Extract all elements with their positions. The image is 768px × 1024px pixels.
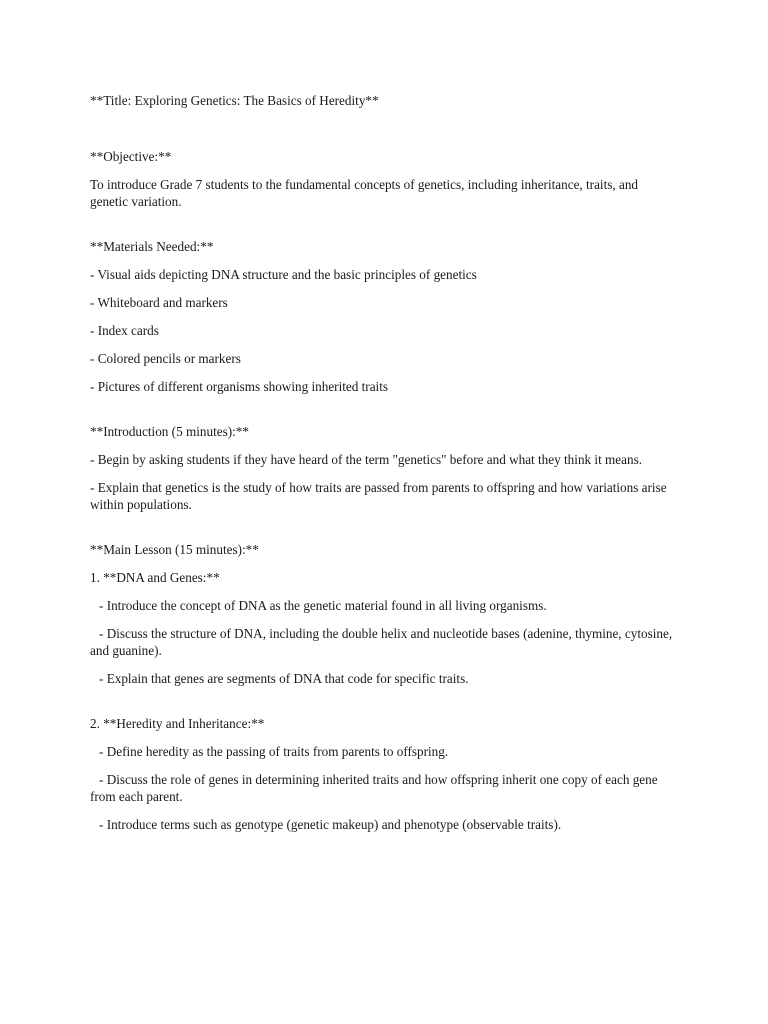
heredity-heading: 2. **Heredity and Inheritance:** <box>90 716 265 731</box>
dna-genes-item: - Explain that genes are segments of DNA that code for specific traits. <box>99 671 469 686</box>
objective-text: To introduce Grade 7 students to the fundamental concepts of genetics, including inheritance, traits, and genetic variation. <box>90 177 639 209</box>
main-lesson-heading: **Main Lesson (15 minutes):** <box>90 542 259 557</box>
dna-genes-item: - Discuss the structure of DNA, including the double helix and nucleotide bases (adenine, thymine, cytosine, and guanine). <box>90 626 673 658</box>
materials-item: - Colored pencils or markers <box>90 351 241 366</box>
objective-heading: **Objective:** <box>90 149 172 164</box>
heredity-item: - Define heredity as the passing of traits from parents to offspring. <box>99 744 449 759</box>
materials-heading: **Materials Needed:** <box>90 239 214 254</box>
introduction-item: - Explain that genetics is the study of how traits are passed from parents to offspring and how variations arise within populations. <box>90 480 667 512</box>
document-body <box>90 92 676 844</box>
heredity-item: - Discuss the role of genes in determining inherited traits and how offspring inherit one copy of each gene from each parent. <box>90 772 658 804</box>
introduction-heading: **Introduction (5 minutes):** <box>90 424 249 439</box>
heredity-item: - Introduce terms such as genotype (genetic makeup) and phenotype (observable traits). <box>99 817 562 832</box>
materials-item: - Whiteboard and markers <box>90 295 228 310</box>
document-title: **Title: Exploring Genetics: The Basics of Heredity** <box>90 93 379 108</box>
materials-item: - Index cards <box>90 323 159 338</box>
materials-item: - Pictures of different organisms showing inherited traits <box>90 379 389 394</box>
introduction-item: - Begin by asking students if they have heard of the term "genetics" before and what they think it means. <box>90 452 643 467</box>
dna-genes-item: - Introduce the concept of DNA as the genetic material found in all living organisms. <box>99 598 547 613</box>
dna-genes-heading: 1. **DNA and Genes:** <box>90 570 220 585</box>
materials-item: - Visual aids depicting DNA structure and the basic principles of genetics <box>90 267 477 282</box>
